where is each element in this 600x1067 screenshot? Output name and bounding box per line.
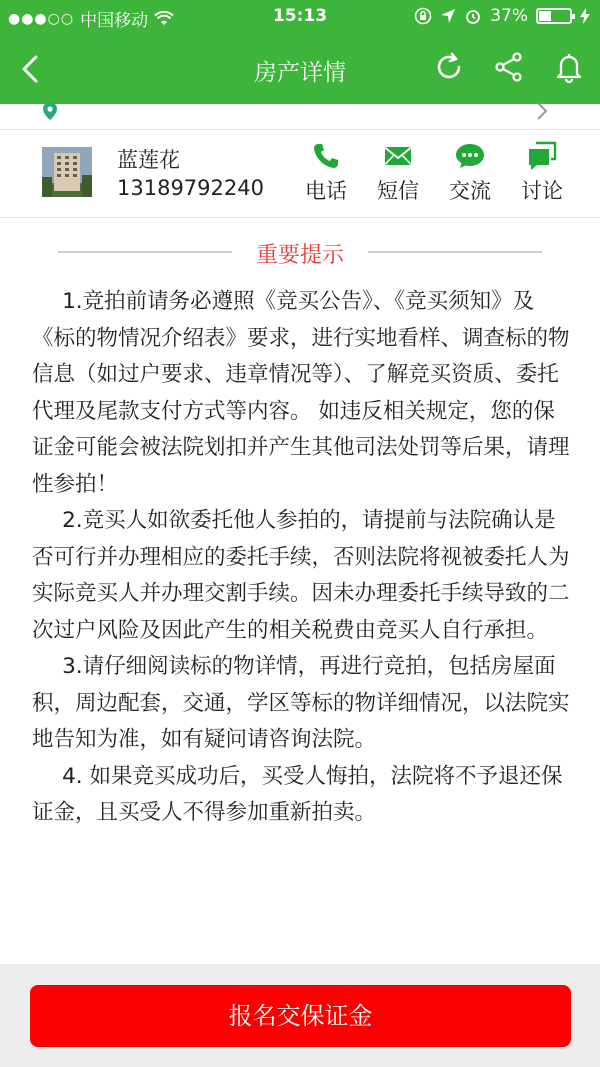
location-pin-icon <box>40 100 60 126</box>
top-bar <box>0 0 600 104</box>
notice-paragraph-4: 4. 如果竞买成功后，买受人悔拍，法院将不予退还保证金，且买受人不得参加重新拍卖。 <box>32 763 563 825</box>
bottom-bar <box>0 964 600 1067</box>
agent-contact-row <box>0 130 600 218</box>
location-arrow-icon <box>440 8 456 24</box>
chevron-right-icon <box>532 100 552 126</box>
divider-line-right <box>368 251 542 253</box>
page-title: 房产详情 <box>254 60 346 86</box>
chat-button[interactable]: 交流 <box>434 140 506 205</box>
status-bar <box>0 0 600 34</box>
charging-icon <box>580 8 590 24</box>
battery-percent: 37% <box>490 6 528 26</box>
carrier-name: 中国移动 <box>80 11 149 31</box>
notice-heading-row <box>0 234 600 270</box>
signal-dots-icon: ●●●○○ <box>8 10 75 27</box>
battery-icon <box>536 8 572 24</box>
phone-icon <box>310 140 342 172</box>
status-right <box>414 6 590 26</box>
address-row[interactable] <box>0 104 600 130</box>
alarm-icon <box>464 7 482 25</box>
refresh-icon[interactable] <box>432 50 466 84</box>
call-button[interactable]: 电话 <box>290 140 362 205</box>
notice-paragraph-3: 3.请仔细阅读标的物详情，再进行竞拍，包括房屋面积，周边配套，交通，学区等标的物详细情况，以法院实地告知为准，如有疑问请咨询法院。 <box>32 654 570 752</box>
bell-icon[interactable] <box>552 50 586 84</box>
discussion-icon <box>526 140 558 172</box>
chat-bubble-icon <box>454 140 486 172</box>
agent-phone: 13189792240 <box>117 176 264 200</box>
status-time: 15:13 <box>272 6 328 26</box>
nav-bar <box>0 34 600 104</box>
sms-button[interactable]: 短信 <box>362 140 434 205</box>
building-photo <box>42 147 92 197</box>
register-deposit-button[interactable]: 报名交保证金 <box>30 985 571 1047</box>
lock-rotation-icon <box>414 7 432 25</box>
notice-body <box>32 284 572 832</box>
nav-actions <box>432 50 586 84</box>
discuss-button[interactable]: 讨论 <box>506 140 578 205</box>
agent-name: 蓝莲花 <box>117 148 180 172</box>
notice-paragraph-1: 1.竞拍前请务必遵照《竞买公告》、《竞买须知》及《标的物情况介绍表》要求，进行实地看样、调查标的物信息（如过户要求、违章情况等）、了解竞买资质、委托代理及尾款支付方式等内容。 如违反相关规定，您的保证金可能会被法院划扣并产生其他司法处罚等后果，请理性参拍！ <box>32 289 570 497</box>
envelope-icon <box>382 140 414 172</box>
contact-actions <box>290 140 578 205</box>
share-icon[interactable] <box>492 50 526 84</box>
important-notice <box>0 218 600 964</box>
notice-paragraph-2: 2.竞买人如欲委托他人参拍的，请提前与法院确认是否可行并办理相应的委托手续，否则法院将视被委托人为实际竞买人并办理交割手续。因未办理委托手续导致的二次过户风险及因此产生的相关税费由竞买人自行承担。 <box>32 508 570 643</box>
notice-heading: 重要提示 <box>255 243 344 268</box>
